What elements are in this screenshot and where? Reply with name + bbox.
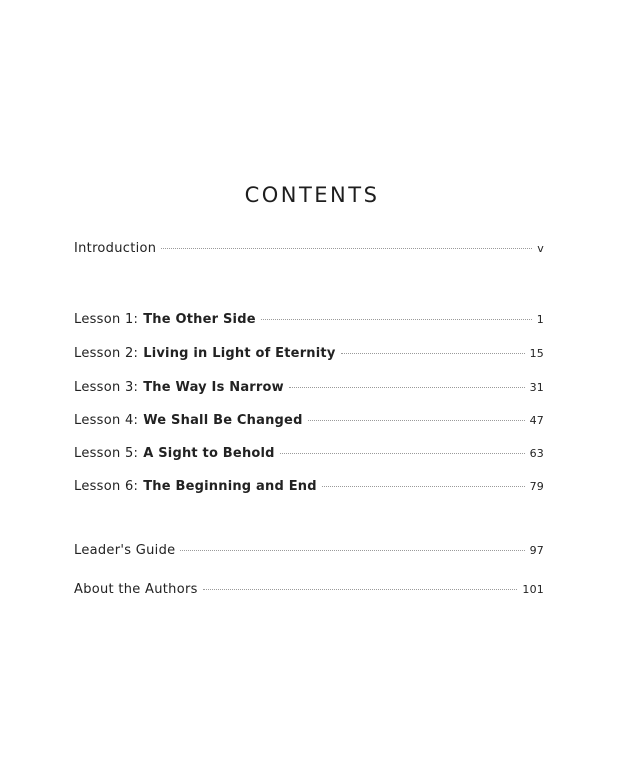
lesson-title: A Sight to Behold — [143, 446, 275, 461]
toc-entry-label: About the Authors — [74, 582, 198, 597]
page-number: 101 — [522, 583, 544, 596]
lesson-title: The Way Is Narrow — [143, 380, 284, 395]
toc-entry-label: Leader's Guide — [74, 543, 176, 558]
lesson-number: Lesson 3: — [74, 380, 139, 395]
dot-leader — [289, 387, 525, 388]
toc-entry-lesson-2[interactable] — [74, 345, 544, 363]
lesson-number: Lesson 1: — [74, 312, 139, 327]
lesson-title: We Shall Be Changed — [143, 413, 303, 428]
page-number: 47 — [529, 414, 544, 427]
page-number: 97 — [529, 544, 544, 557]
dot-leader — [161, 248, 532, 249]
dot-leader — [203, 589, 518, 590]
dot-leader — [322, 486, 525, 487]
lesson-title: The Beginning and End — [143, 479, 317, 494]
page-number: 15 — [529, 347, 544, 360]
page-number: 1 — [536, 313, 544, 326]
dot-leader — [180, 550, 524, 551]
dot-leader — [341, 353, 525, 354]
lesson-number: Lesson 6: — [74, 479, 139, 494]
lesson-title: Living in Light of Eternity — [143, 346, 336, 361]
toc-entry-leaders-guide[interactable] — [74, 542, 544, 560]
toc-entry-label: Introduction — [74, 241, 157, 256]
toc-entry-lesson-6[interactable] — [74, 478, 544, 496]
toc-entry-about-authors[interactable] — [74, 581, 544, 599]
lesson-number: Lesson 5: — [74, 446, 139, 461]
toc-entry-introduction[interactable] — [74, 240, 544, 258]
page-number: 31 — [529, 381, 544, 394]
page-number: 79 — [529, 480, 544, 493]
lesson-title: The Other Side — [143, 312, 256, 327]
lesson-number: Lesson 2: — [74, 346, 139, 361]
dot-leader — [280, 453, 525, 454]
lesson-number: Lesson 4: — [74, 413, 139, 428]
dot-leader — [261, 319, 532, 320]
page-number: v — [537, 242, 544, 255]
page-title: CONTENTS — [244, 183, 380, 207]
toc-entry-lesson-1[interactable] — [74, 311, 544, 329]
page-number: 63 — [529, 447, 544, 460]
toc-entry-lesson-5[interactable] — [74, 445, 544, 463]
toc-entry-lesson-4[interactable] — [74, 412, 544, 430]
dot-leader — [308, 420, 525, 421]
toc-entry-lesson-3[interactable] — [74, 379, 544, 397]
